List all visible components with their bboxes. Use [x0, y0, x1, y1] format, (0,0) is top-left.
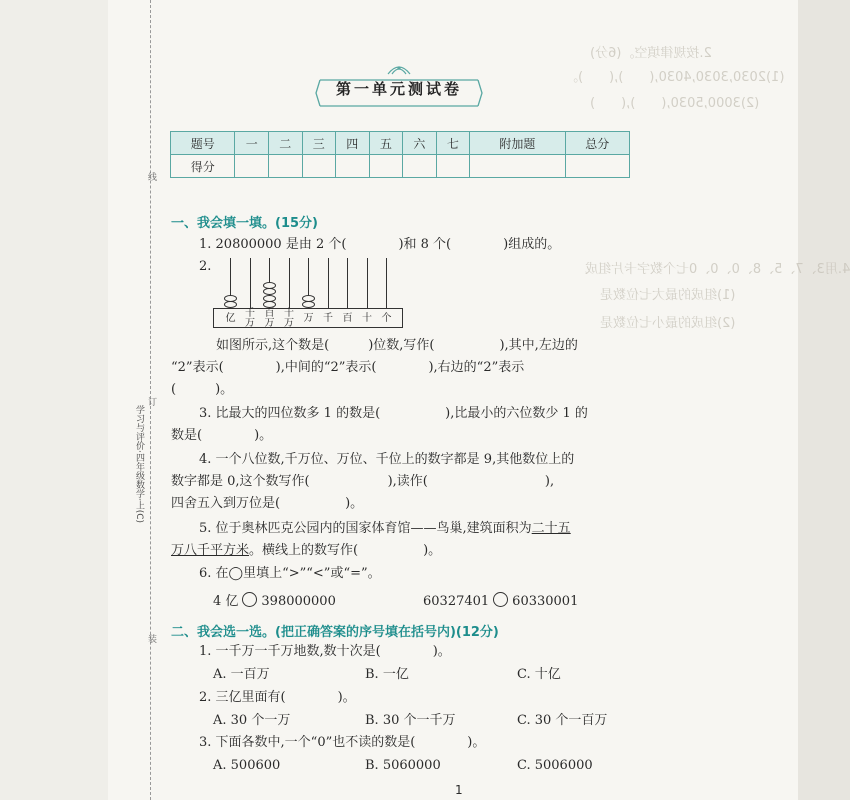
title-banner	[316, 68, 482, 112]
question-1-2-line3: ( )。	[171, 382, 234, 397]
abacus-bead	[224, 295, 237, 302]
compare-circle-icon[interactable]	[242, 592, 257, 607]
abacus-place-label: 百	[342, 313, 353, 324]
compare-circle-icon[interactable]	[493, 592, 508, 607]
question-2-1: 1. 一千万一千万地数,数十次是( )。	[199, 644, 451, 659]
score-cell[interactable]	[565, 155, 629, 178]
option-b: B. 30 个一千万	[365, 713, 456, 728]
option-a: A. 30 个一万	[213, 713, 291, 728]
side-mark-bind: 订	[148, 398, 158, 408]
abacus-place-label: 十 万	[284, 308, 294, 329]
abacus-place-label: 亿	[225, 313, 236, 324]
question-1-5-text: 5. 位于奥林匹克公园内的国家体育馆——鸟巢,建筑面积为	[199, 521, 532, 536]
side-mark-line: 线	[148, 173, 158, 183]
binding-margin	[0, 0, 108, 800]
score-header: 一	[235, 132, 269, 155]
question-1-2-number: 2.	[199, 259, 212, 274]
question-1-5-line2	[171, 542, 441, 560]
score-header: 五	[369, 132, 403, 155]
score-cell[interactable]	[470, 155, 565, 178]
question-1-1: 1. 20800000 是由 2 个( )和 8 个( )组成的。	[199, 237, 561, 252]
question-2-3: 3. 下面各数中,一个“0”也不读的数是( )。	[199, 735, 486, 750]
compare-left: 4 亿	[213, 594, 239, 609]
section2-heading: 二、我会选一选。(把正确答案的序号填在括号内)(12分)	[171, 625, 499, 640]
spine-text: 学习与评价·四年级数学·上(C)	[134, 405, 144, 524]
score-header: 四	[336, 132, 370, 155]
question-1-2-line1: 如图所示,这个数是( )位数,写作( ),其中,左边的	[216, 338, 578, 353]
page-title: 第一单元测试卷	[335, 80, 462, 98]
abacus-rod	[250, 258, 251, 308]
compare-item-b	[423, 592, 578, 611]
show-through-text: (1)组成的最大七位数是	[600, 288, 736, 303]
compare-right: 60330001	[512, 594, 579, 609]
abacus-bead	[263, 288, 276, 295]
question-1-4-line2: 数字都是 0,这个数写作( ),读作( ),	[171, 474, 555, 489]
underlined-number-words: 万八千平方米	[171, 543, 250, 558]
score-table-header-row	[171, 132, 630, 155]
score-header: 三	[302, 132, 336, 155]
score-cell[interactable]	[268, 155, 302, 178]
abacus-place-label: 百 万	[264, 308, 275, 329]
abacus-place-label: 个	[381, 313, 392, 324]
score-table	[170, 131, 630, 178]
abacus-place-label: 千 万	[245, 308, 255, 329]
option-b: B. 一亿	[365, 667, 409, 682]
abacus-bead	[263, 295, 276, 302]
score-cell[interactable]	[369, 155, 403, 178]
score-table-score-row	[171, 155, 630, 178]
compare-left: 60327401	[423, 594, 490, 609]
option-a: A. 一百万	[213, 667, 270, 682]
score-header: 总分	[565, 132, 629, 155]
score-cell[interactable]	[235, 155, 269, 178]
score-header: 题号	[171, 132, 235, 155]
compare-item-a	[213, 592, 336, 611]
question-1-4-line3: 四舍五入到万位是( )。	[171, 496, 364, 511]
abacus-rod	[289, 258, 290, 308]
question-1-6: 6. 在◯里填上“>”“<”或“=”。	[199, 566, 381, 581]
abacus-bead	[263, 301, 276, 308]
question-1-3-line2: 数是( )。	[171, 428, 273, 443]
abacus-rod	[347, 258, 348, 308]
option-b: B. 5060000	[365, 758, 441, 773]
abacus-bead	[302, 301, 315, 308]
question-1-3-line1: 3. 比最大的四位数多 1 的数是( ),比最小的六位数少 1 的	[199, 406, 588, 421]
abacus-rod	[328, 258, 329, 308]
show-through-text: 2.按规律填空。(6分)	[590, 46, 712, 61]
score-cell[interactable]	[403, 155, 437, 178]
score-row-label: 得分	[171, 155, 235, 178]
abacus-bead	[302, 295, 315, 302]
score-cell[interactable]	[336, 155, 370, 178]
score-header: 六	[403, 132, 437, 155]
question-1-2-line2: “2”表示( ),中间的“2”表示( ),右边的“2”表示	[171, 360, 525, 375]
option-a: A. 500600	[213, 758, 281, 773]
abacus-place-label: 十	[362, 313, 372, 324]
question-2-2: 2. 三亿里面有( )。	[199, 690, 356, 705]
score-header: 七	[436, 132, 470, 155]
abacus-figure	[213, 258, 403, 330]
abacus-bead	[263, 282, 276, 289]
score-header: 二	[268, 132, 302, 155]
abacus-bead	[224, 301, 237, 308]
show-through-text: (1)2030,3030,4030,( ),( )。	[565, 70, 785, 85]
option-c: C. 5006000	[517, 758, 593, 773]
exam-page	[108, 0, 798, 800]
abacus-rod	[386, 258, 387, 308]
question-1-5-line1	[199, 520, 571, 538]
question-1-5-text: 。横线上的数写作( )。	[249, 543, 442, 558]
abacus-rod	[367, 258, 368, 308]
score-cell[interactable]	[302, 155, 336, 178]
show-through-text: (2)组成的最小七位数是	[600, 316, 736, 331]
question-1-4-line1: 4. 一个八位数,千万位、万位、千位上的数字都是 9,其他数位上的	[199, 452, 575, 467]
show-through-text: (2)3000,5030,( ),( )	[590, 96, 760, 111]
score-header: 附加题	[470, 132, 565, 155]
underlined-number-words: 二十五	[531, 521, 571, 536]
abacus-place-label: 万	[303, 313, 314, 324]
show-through-text: 4.用3、7、5、8、0、0、0七个数字卡片组成	[585, 262, 850, 277]
abacus-place-label: 千	[323, 313, 333, 324]
score-cell[interactable]	[436, 155, 470, 178]
option-c: C. 30 个一百万	[517, 713, 608, 728]
section1-heading: 一、我会填一填。(15分)	[171, 216, 318, 231]
option-c: C. 十亿	[517, 667, 561, 682]
page-number: 1	[455, 783, 463, 797]
compare-right: 398000000	[261, 594, 336, 609]
side-mark-staple: 装	[148, 635, 158, 645]
